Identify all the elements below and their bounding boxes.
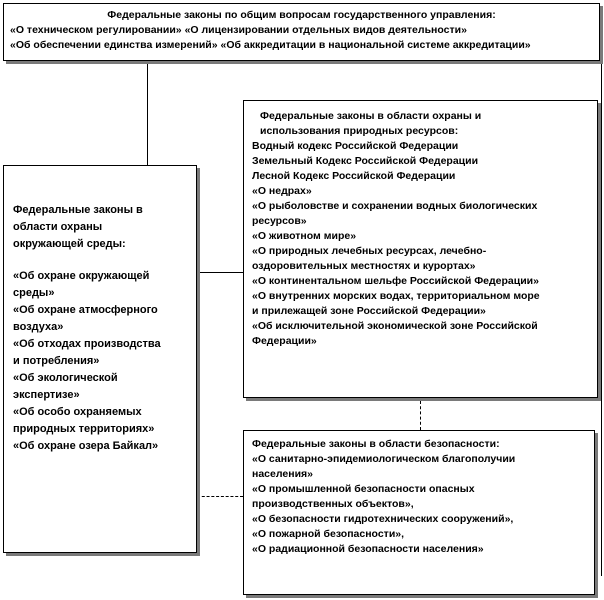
connector-env-to-safety bbox=[197, 496, 243, 497]
connector-top-to-env bbox=[147, 61, 148, 165]
environmental-protection-law-line: и потребления» bbox=[13, 355, 100, 367]
environmental-protection-title-line: области охраны bbox=[13, 221, 103, 233]
natural-resources-law-line: «О рыболовстве и сохранении водных биологических bbox=[252, 200, 538, 212]
environmental-protection-law-line: «Об отходах производства bbox=[13, 338, 161, 350]
safety-law-line: «О санитарно-эпидемиологическом благополучии bbox=[252, 453, 516, 465]
natural-resources-title-line: использования природных ресурсов: bbox=[260, 125, 459, 137]
natural-resources-law-line: и прилежащей зоне Российской Федерации» bbox=[252, 305, 486, 317]
natural-resources-law-line: «Об исключительной экономической зоне Российской bbox=[252, 320, 538, 332]
safety-law-line: «О пожарной безопасности», bbox=[252, 528, 405, 540]
environmental-protection-law-line: «Об охране озера Байкал» bbox=[13, 440, 159, 452]
natural-resources-law-line: «О континентальном шельфе Российской Федерации» bbox=[252, 275, 539, 287]
environmental-protection-law-line: «Об охране атмосферного bbox=[13, 304, 158, 316]
natural-resources-law-line: «О внутренних морских водах, территориальном море bbox=[252, 290, 540, 302]
natural-resources-law-line: Лесной Кодекс Российской Федерации bbox=[252, 170, 456, 182]
natural-resources-law-line: Земельный Кодекс Российской Федерации bbox=[252, 155, 479, 167]
safety-law-line: «О промышленной безопасности опасных bbox=[252, 483, 475, 495]
natural-resources-law-line: оздоровительных местностях и курортах» bbox=[252, 260, 476, 272]
safety-laws-box bbox=[243, 430, 595, 595]
natural-resources-law-line: ресурсов» bbox=[252, 215, 307, 227]
environmental-protection-law-line: «Об особо охраняемых bbox=[13, 406, 142, 418]
natural-resources-laws-box bbox=[243, 100, 598, 398]
general-governance-laws-box bbox=[3, 3, 600, 61]
natural-resources-law-line: Федерации» bbox=[252, 335, 317, 347]
safety-title: Федеральные законы в области безопасности: bbox=[252, 438, 500, 450]
connector-env-to-nature bbox=[197, 272, 243, 273]
general-governance-law-line: «О техническом регулировании» «О лицензировании отдельных видов деятельности» bbox=[10, 24, 467, 36]
environmental-protection-law-line: экспертизе» bbox=[13, 389, 80, 401]
environmental-protection-law-line: «Об экологической bbox=[13, 372, 118, 384]
environmental-protection-law-line: среды» bbox=[13, 287, 55, 299]
connector-nature-to-safety bbox=[420, 401, 421, 430]
safety-law-line: «О безопасности гидротехнических сооружений», bbox=[252, 513, 514, 525]
safety-law-line: населения» bbox=[252, 468, 313, 480]
natural-resources-law-line: Водный кодекс Российской Федерации bbox=[252, 140, 459, 152]
general-governance-title: Федеральные законы по общим вопросам государственного управления: bbox=[107, 9, 496, 21]
general-governance-law-line: «Об обеспечении единства измерений» «Об аккредитации в национальной системе аккредитации» bbox=[10, 39, 531, 51]
natural-resources-law-line: «О природных лечебных ресурсах, лечебно- bbox=[252, 245, 487, 257]
environmental-protection-title-line: Федеральные законы в bbox=[13, 204, 143, 216]
environmental-protection-law-line: воздуха» bbox=[13, 321, 64, 333]
environmental-protection-laws-box bbox=[3, 165, 197, 553]
natural-resources-law-line: «О животном мире» bbox=[252, 230, 357, 242]
environmental-protection-law-line: «Об охране окружающей bbox=[13, 270, 150, 282]
safety-law-line: производственных объектов», bbox=[252, 498, 414, 510]
connector-right-trunk bbox=[601, 61, 602, 576]
natural-resources-law-line: «О недрах» bbox=[252, 185, 312, 197]
environmental-protection-law-line: природных территориях» bbox=[13, 423, 155, 435]
environmental-protection-title-line: окружающей среды: bbox=[13, 238, 126, 250]
safety-law-line: «О радиационной безопасности населения» bbox=[252, 543, 484, 555]
natural-resources-title-line: Федеральные законы в области охраны и bbox=[260, 110, 482, 122]
